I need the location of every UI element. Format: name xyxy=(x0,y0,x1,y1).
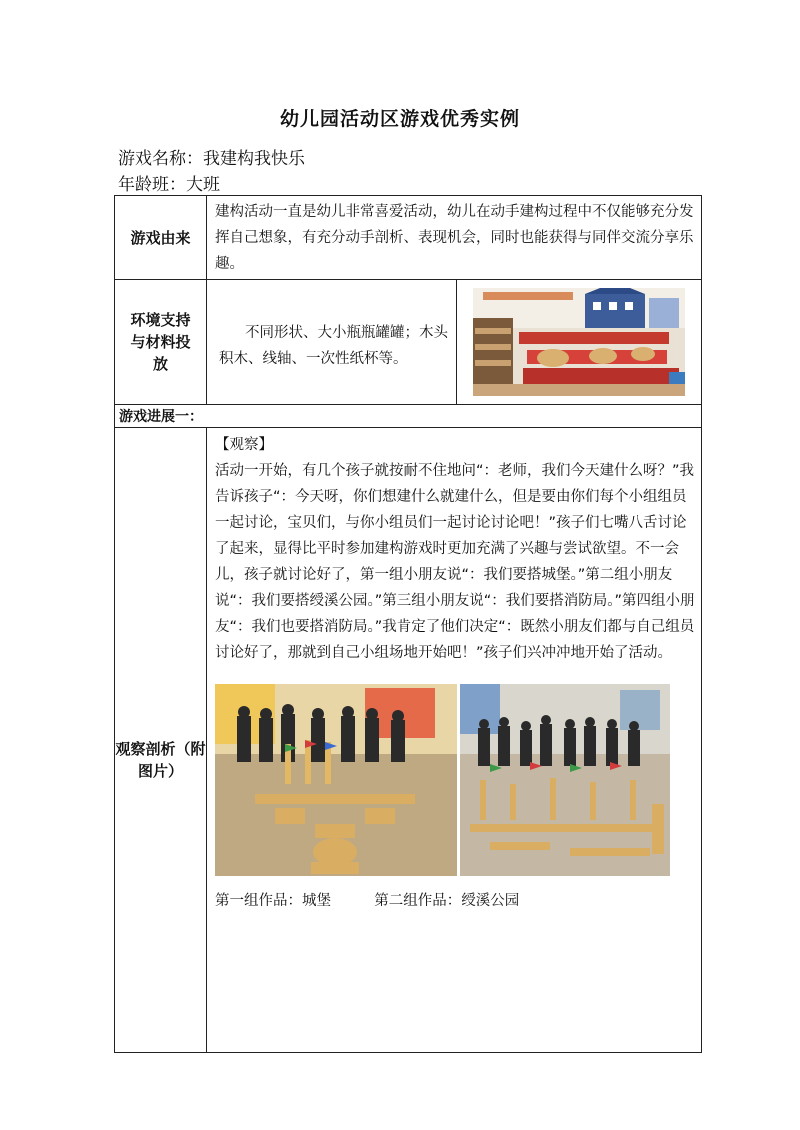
observation-cell xyxy=(207,428,702,1053)
caption-group1: 第一组作品：城堡 xyxy=(215,893,331,909)
analysis-row xyxy=(115,428,702,1053)
analysis-label: 观察剖析（附图片） xyxy=(115,428,207,1053)
caption-group2: 第二组作品：绶溪公园 xyxy=(374,893,520,909)
origin-text: 建构活动一直是幼儿非常喜爱活动，幼儿在动手建构过程中不仅能够充分发挥自己想象，有充分动手剖析、表现机会，同时也能获得与同伴交流分享乐趣。 xyxy=(207,196,702,280)
progress-label: 游戏进展一： xyxy=(115,405,702,428)
photo-captions xyxy=(215,888,695,914)
group1-castle-photo xyxy=(215,684,457,876)
observation-heading: 【观察】 xyxy=(215,437,273,453)
age-line: 年龄班：大班 xyxy=(118,175,220,195)
document-title: 幼儿园活动区游戏优秀实例 xyxy=(279,108,520,130)
progress-row xyxy=(115,405,702,428)
game-name-line: 游戏名称：我建构我快乐 xyxy=(118,149,305,169)
classroom-photo xyxy=(457,280,701,404)
environment-row xyxy=(115,280,702,405)
environment-text: 不同形状、大小瓶瓶罐罐；木头积木、线轴、一次性纸杯等。 xyxy=(207,280,457,404)
environment-cell xyxy=(207,280,702,405)
origin-row xyxy=(115,196,702,280)
group2-park-photo xyxy=(460,684,670,876)
photo-row xyxy=(215,684,695,876)
activity-table xyxy=(114,195,702,1053)
environment-label: 环境支持与材料投放 xyxy=(115,280,207,405)
observation-text: 活动一开始，有几个孩子就按耐不住地问“：老师，我们今天建什么呀？”我告诉孩子“：今天呀，你们想建什么就建什么，但是要由你们每个小组组员一起讨论，宝贝们，与你小组员们一起讨论讨论吧！”孩子们七嘴八舌讨论了起来，显得比平时参加建构游戏时更加充满了兴趣与尝试欲望。不一会儿，孩子就讨论好了，第一组小朋友说“：我们要搭城堡。”第二组小朋友说“：我们要搭绶溪公园。”第三组小朋友说“：我们要搭消防局。”第四组小朋友“：我们也要搭消防局。”我肯定了他们决定“：既然小朋友们都与自己组员讨论好了，那就到自己小组场地开始吧！”孩子们兴冲冲地开始了活动。 xyxy=(215,463,695,661)
origin-label: 游戏由来 xyxy=(115,196,207,280)
